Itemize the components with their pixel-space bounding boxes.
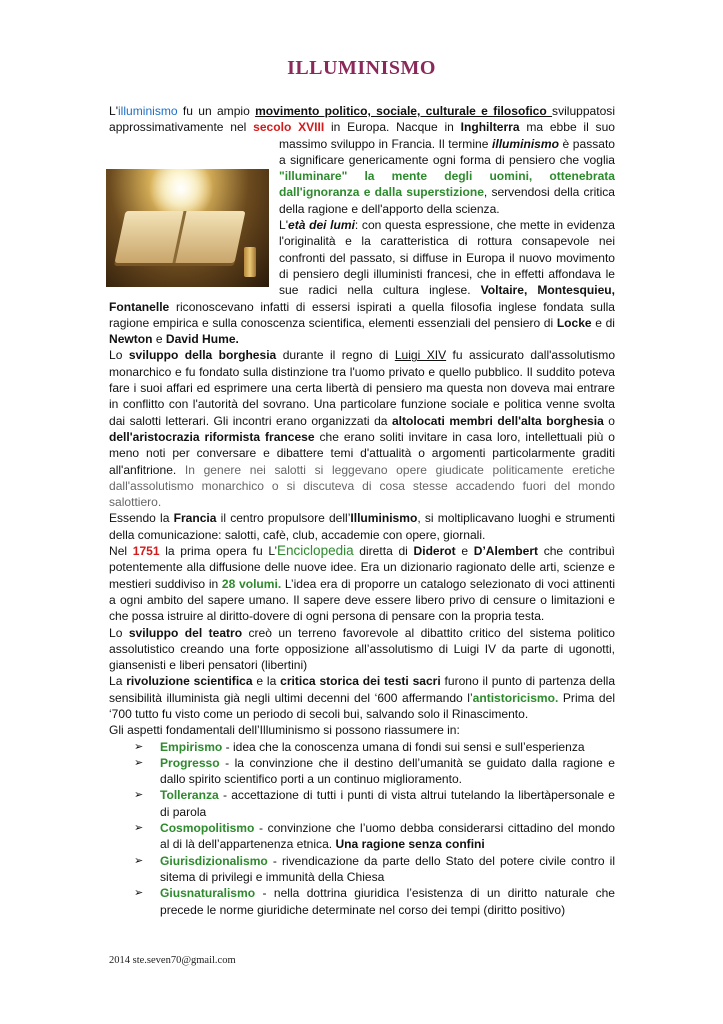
text: o [603, 413, 615, 428]
text: che erano soliti invitare in casa loro, intellettuali più o meno noti per conversare e dibattere temi d'attualità o argomenti particolarmente graditi all'anfitrione. [109, 429, 615, 477]
aspect-desc: - rivendicazione da parte dello Stato del potere civile contro il sitema di privilegi e immunità della Chiesa [160, 853, 615, 884]
aspect-term: Progresso [160, 755, 220, 770]
term-borghesia: sviluppo della borghesia [128, 348, 277, 363]
page-title: ILLUMINISMO [287, 57, 436, 79]
text: La [109, 674, 127, 689]
term-movimento: movimento politico, sociale, culturale e filosofico [255, 104, 553, 118]
text: furono il punto di partenza della sensibilità illuminista già negli ultimi decenni del ‘600 affermando l’ [109, 674, 616, 705]
footer-text: 2014 ste.seven70@gmail.com [109, 955, 236, 966]
term-altolocati: altolocati membri dell'alta borghesia [391, 413, 604, 428]
term-illuminismo-bold: Illuminismo [350, 511, 418, 526]
text: Lo [109, 625, 129, 640]
text: è passato a significare genericamente ogni forma di pensiero che voglia [279, 136, 616, 167]
term-rivoluzione: rivoluzione scientifica [126, 674, 253, 689]
text: Prima del ‘700 tutto fu visto come un periodo di secoli bui, salvando solo il Rinascimento. [109, 690, 615, 721]
paragraph-aspetti [109, 722, 615, 738]
arrow-bullet-icon: ➢ [134, 854, 144, 867]
list-item [134, 820, 615, 853]
aspect-desc: - convinzione che l’uomo debba considerarsi cittadino del mondo al di là dell’appartenenza etnica. [160, 821, 615, 852]
text: e di [591, 315, 615, 330]
arrow-bullet-icon: ➢ [134, 756, 144, 769]
arrow-bullet-icon: ➢ [134, 740, 144, 753]
text: fu assicurato dall'assolutismo monarchico e fu fondato sulla distinzione tra l'uomo privato e quello pubblico. Il suddito poteva fare i suoi affari ed esprimere una certa libertà di pensiero ma questa non doveva mai entrare in conflitto con l'autorità del sovrano. Una particolare funzione sociale e politica venne svolta dai salotti letterari. Gli incontri erano organizzati da [109, 348, 616, 428]
list-item [134, 853, 615, 886]
text: e [152, 332, 166, 347]
aspect-desc: - la convinzione che il destino dell’umanità se guidato dalla ragione e dallo spirito scientifico porti a un continuo miglioramento. [160, 755, 615, 787]
text: Gli aspetti fondamentali dell’Illuminismo si possono riassumere in: [109, 723, 460, 738]
text: creò un terreno favorevole al dibattito critico del sistema politico assolutistico creando una forte opposizione all’assolutismo di Luigi IV da parte di ugonotti, giansenisti e liberi pensatori (libertini) [109, 625, 615, 673]
term-illuminismo: illuminismo [118, 104, 178, 118]
term-newton: Newton [109, 332, 153, 347]
text: Essendo la [109, 511, 174, 526]
arrow-bullet-icon: ➢ [134, 887, 144, 900]
text: la prima opera fu L’ [159, 544, 278, 559]
arrow-bullet-icon: ➢ [134, 789, 144, 802]
term-inghilterra: Inghilterra [460, 120, 520, 135]
paragraph-teatro [109, 625, 615, 674]
text: , servendosi della critica della ragione e dell'apporto della scienza. [279, 185, 616, 216]
list-item [134, 739, 615, 755]
note-salotti: In genere nei salotti si leggevano opere giudicate politicamente eretiche dall'assolutismo monarchico o si discuteva di cosa stesse accadendo fuori del mondo salottiero. [109, 462, 615, 510]
aspect-desc: - nella dottrina giuridica l’esistenza di un diritto naturale che precede le norme giuridiche determinate nel corso dei tempi (diritto positivo) [160, 886, 615, 917]
term-secolo: secolo XVIII [253, 120, 325, 135]
paragraph-rivoluzione [109, 673, 615, 722]
candle-icon [244, 247, 256, 277]
aspects-list [109, 739, 615, 918]
text: e [455, 544, 474, 559]
term-illuminare: "illuminare" [279, 169, 348, 184]
text: L' [109, 104, 118, 118]
text: L' [279, 218, 288, 233]
paragraph-enciclopedia [109, 543, 615, 624]
term-francia: Francia [173, 511, 217, 526]
paragraph-francia [109, 510, 615, 543]
term-luigi-xiv: Luigi XIV [394, 348, 447, 363]
text: il centro propulsore dell’ [216, 511, 351, 526]
list-item [134, 787, 615, 820]
term-diderot: Diderot [413, 544, 456, 559]
term-teatro: sviluppo del teatro [128, 625, 243, 640]
text: e la [252, 674, 281, 689]
term-hume: David Hume. [165, 332, 239, 347]
paragraph-borghesia [109, 347, 615, 510]
term-critica: critica storica dei testi sacri [280, 674, 441, 689]
text: in Europa. Nacque in [324, 120, 461, 135]
aspect-desc: - idea che la conoscenza umana di fondi sui sensi e sull’esperienza [222, 739, 585, 754]
term-mente: la mente degli uomini, ottenebrata dall'ignoranza e dalla superstizione [279, 169, 615, 200]
term-antistoricismo: antistoricismo. [472, 690, 559, 705]
aspect-desc: - accettazione di tutti i punti di vista altrui tutelando la libertàpersonale e di parola [160, 788, 615, 819]
text: durante il regno di [276, 348, 395, 363]
term-1751: 1751 [132, 544, 160, 559]
text: , si moltiplicavano luoghi e strumenti della comunicazione: salotti, cafè, club, accademie con opere, giornali. [109, 511, 615, 542]
text: Lo [109, 348, 129, 363]
book-candle-image [106, 169, 269, 287]
text: diretta di [353, 544, 414, 559]
aspect-term: Giusnaturalismo [160, 886, 256, 901]
term-aristocrazia: dell'aristocrazia riformista francese [109, 429, 315, 444]
paragraph-intro [109, 103, 615, 217]
aspect-term: Empirismo [160, 739, 223, 754]
aspect-bold: Una ragione senza confini [335, 837, 485, 852]
text: L’idea era di proporre un catalogo selezionato di voci attinenti a ogni ambito del sapere umano. Il sapere deve essere libero privo di censure o limitazioni e che possa istruire al diritto-dovere di ogni persona di pensare con la propria testa. [109, 576, 615, 624]
document-body [109, 103, 615, 918]
text: riconoscevano infatti di essersi ispirati a quella filosofia inglese fondata sulla ragione empirica e sulla conoscenza scientifica, elementi essenziali del pensiero di [109, 299, 615, 330]
text: ma ebbe il suo massimo sviluppo in Francia. Il termine [279, 120, 615, 151]
text: : con questa espressione, che mette in evidenza l'originalità e la caratteristica di rottura consapevole nei confronti del passato, si diffuse in Europa il nuovo movimento di pensiero degli illuministi francesi, che in effetti affondava le sue radici nella cultura inglese. [279, 218, 615, 298]
list-item [134, 885, 615, 918]
text: Nel [109, 544, 133, 559]
aspect-term: Cosmopolitismo [160, 821, 255, 836]
aspect-term: Giurisdizionalismo [160, 853, 268, 868]
term-28-volumi: 28 volumi. [221, 576, 282, 591]
text: fu un ampio [177, 104, 256, 118]
term-locke: Locke [556, 315, 592, 330]
list-item [134, 755, 615, 788]
aspect-term: Tolleranza [160, 788, 219, 803]
term-eta-lumi: età dei lumi [288, 218, 355, 233]
arrow-bullet-icon: ➢ [134, 822, 144, 835]
text: che contribuì potentemente alla diffusione delle nuove idee. Era un dizionario ragionato delle arti, scienze e mestieri suddiviso in [109, 544, 615, 591]
text: sviluppatosi approssimativamente nel [109, 104, 615, 135]
term-enciclopedia: Enciclopedia [277, 543, 354, 559]
term-dalembert: D’Alembert [473, 544, 539, 559]
term-philosophers: Voltaire, Montesquieu, Fontanelle [109, 283, 615, 314]
term-illuminismo-italic: illuminismo [492, 136, 559, 151]
